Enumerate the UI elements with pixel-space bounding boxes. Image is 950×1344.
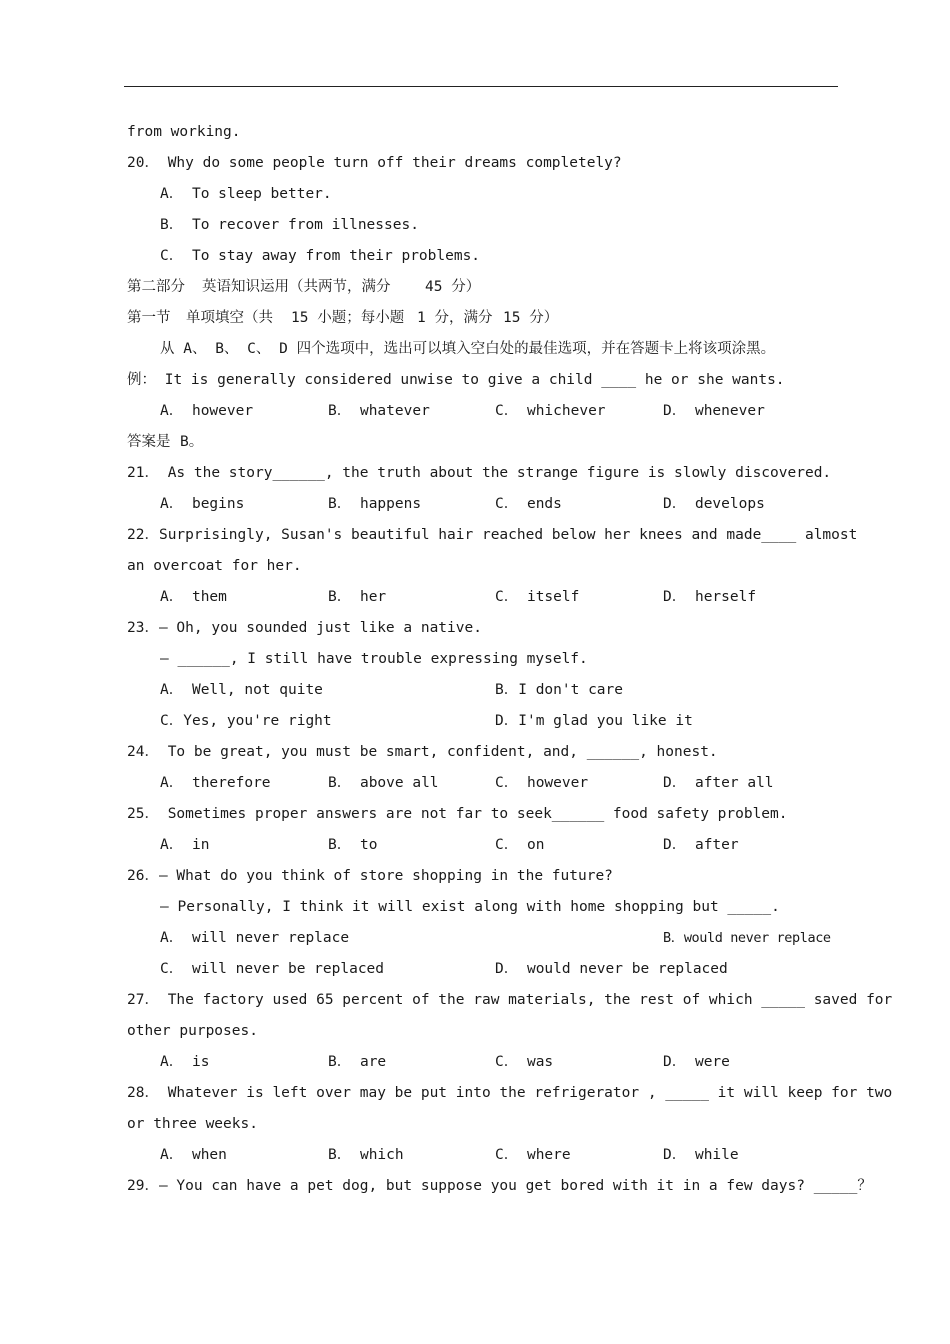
option-a: A． therefore — [160, 775, 271, 791]
question-27-cont: other purposes. — [127, 1023, 258, 1039]
option-d: D． were — [663, 1054, 730, 1070]
option-c: C． ends — [495, 496, 562, 512]
option-b: B． above all — [328, 775, 439, 791]
option-d: D． would never be replaced — [495, 961, 728, 977]
option-d: D． while — [663, 1147, 739, 1163]
option-b: B．I don't care — [495, 682, 623, 698]
section-label: 第一节 — [127, 310, 171, 326]
option-b: B． whatever — [328, 403, 430, 419]
option-b: B．would never replace — [663, 930, 831, 946]
option-b: B． to — [328, 837, 378, 853]
option-b: B． happens — [328, 496, 422, 512]
part-title: 英语知识运用（共两节，满分 — [202, 279, 391, 295]
section-points: 1 分，满分 — [417, 310, 493, 326]
option-b: B． To recover from illnesses. — [160, 217, 419, 233]
question-23-reply: — ______, I still have trouble expressing myself. — [160, 651, 588, 667]
option-c: C． To stay away from their problems. — [160, 248, 481, 264]
option-d: D．I'm glad you like it — [495, 713, 693, 729]
question-28: 28． Whatever is left over may be put into the refrigerator , _____ it will keep for two — [127, 1085, 893, 1101]
question-26: 26．— What do you think of store shopping in the future? — [127, 868, 613, 884]
section-title: 单项填空（共 — [186, 310, 273, 326]
section-total: 15 分） — [503, 310, 559, 326]
option-b: B． which — [328, 1147, 404, 1163]
question-28-cont: or three weeks. — [127, 1116, 258, 1132]
option-d: D． herself — [663, 589, 757, 605]
answer-label: 答案是 — [127, 434, 171, 450]
question-23: 23．— Oh, you sounded just like a native. — [127, 620, 482, 636]
part-score: 45 分） — [425, 279, 481, 295]
instructions: 从 A、 B、 C、 D 四个选项中，选出可以填入空白处的最佳选项，并在答题卡上将该项涂黑。 — [160, 341, 776, 357]
option-c: C． will never be replaced — [160, 961, 385, 977]
option-a: A． is — [160, 1054, 210, 1070]
option-d: D． after — [663, 837, 739, 853]
option-a: A． will never replace — [160, 930, 350, 946]
question-24: 24． To be great, you must be smart, confident, and, ______, honest. — [127, 744, 718, 760]
option-a: A． begins — [160, 496, 245, 512]
option-c: C． whichever — [495, 403, 606, 419]
header-rule — [124, 86, 838, 87]
option-c: C． was — [495, 1054, 554, 1070]
text-line: from working. — [127, 124, 241, 140]
option-c: C．Yes, you're right — [160, 713, 332, 729]
option-c: C． itself — [495, 589, 580, 605]
option-a: A． them — [160, 589, 227, 605]
option-b: B． her — [328, 589, 387, 605]
option-c: C． where — [495, 1147, 571, 1163]
question-20: 20． Why do some people turn off their dreams completely? — [127, 155, 622, 171]
question-26-reply: — Personally, I think it will exist along with home shopping but _____. — [160, 899, 780, 915]
option-a: A． however — [160, 403, 254, 419]
option-a: A． To sleep better. — [160, 186, 332, 202]
option-a: A． in — [160, 837, 210, 853]
option-d: D． after all — [663, 775, 774, 791]
option-d: D． whenever — [663, 403, 765, 419]
option-c: C． on — [495, 837, 545, 853]
example-question: 例： It is generally considered unwise to give a child ____ he or she wants. — [127, 372, 785, 388]
option-c: C． however — [495, 775, 589, 791]
question-21: 21． As the story______, the truth about the strange figure is slowly discovered. — [127, 465, 832, 481]
question-22-cont: an overcoat for her. — [127, 558, 302, 574]
option-a: A． Well, not quite — [160, 682, 323, 698]
question-29: 29．— You can have a pet dog, but suppose you get bored with it in a few days? _____？ — [127, 1178, 872, 1194]
section-count: 15 小题；每小题 — [291, 310, 405, 326]
part-label: 第二部分 — [127, 279, 185, 295]
question-22: 22．Surprisingly, Susan's beautiful hair reached below her knees and made____ almost — [127, 527, 858, 543]
option-b: B． are — [328, 1054, 387, 1070]
option-a: A． when — [160, 1147, 227, 1163]
question-25: 25． Sometimes proper answers are not far to seek______ food safety problem. — [127, 806, 788, 822]
question-27: 27． The factory used 65 percent of the raw materials, the rest of which _____ saved for — [127, 992, 893, 1008]
option-d: D． develops — [663, 496, 765, 512]
answer-value: B。 — [180, 434, 204, 450]
